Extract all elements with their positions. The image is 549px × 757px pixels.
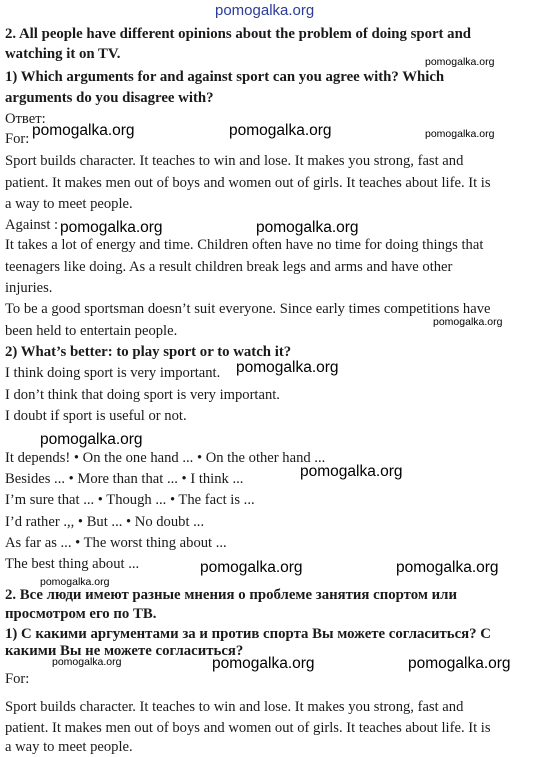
watermark: pomogalka.org bbox=[425, 56, 495, 68]
watermark: pomogalka.org bbox=[396, 559, 499, 576]
watermark: pomogalka.org bbox=[256, 219, 359, 236]
watermark: pomogalka.org bbox=[433, 316, 503, 328]
watermark: pomogalka.org bbox=[408, 655, 511, 672]
text-line: I think doing sport is very important. bbox=[5, 365, 221, 381]
watermark: pomogalka.org bbox=[40, 576, 110, 588]
text-line: patient. It makes men out of boys and women out of girls. It teaches about life. It is bbox=[5, 720, 491, 736]
question-heading-ru: какими Вы не можете согласиться? bbox=[5, 643, 244, 659]
text-line: I’d rather .,, • But ... • No doubt ... bbox=[5, 514, 205, 530]
question-heading: 2) What’s better: to play sport or to watch it? bbox=[5, 344, 292, 360]
text-line: I’m sure that ... • Though ... • The fact is ... bbox=[5, 492, 255, 508]
question-heading-ru: 1) С какими аргументами за и против спорта Вы можете согласиться? С bbox=[5, 626, 491, 642]
text-line: teenagers like doing. As a result children break legs and arms and have other bbox=[5, 259, 453, 275]
task-heading: watching it on TV. bbox=[5, 46, 121, 62]
text-line: Besides ... • More than that ... • I think ... bbox=[5, 471, 244, 487]
task-heading: 2. All people have different opinions about the problem of doing sport and bbox=[5, 26, 472, 42]
for-label: For: bbox=[5, 671, 30, 687]
watermark: pomogalka.org bbox=[32, 122, 135, 139]
task-heading-ru: просмотром его по ТВ. bbox=[5, 606, 157, 622]
watermark: pomogalka.org bbox=[229, 122, 332, 139]
text-line: Sport builds character. It teaches to win and lose. It makes you strong, fast and bbox=[5, 153, 464, 169]
text-line: The best thing about ... bbox=[5, 556, 140, 572]
watermark: pomogalka.org bbox=[236, 359, 339, 376]
watermark: pomogalka.org bbox=[200, 559, 303, 576]
text-line: It takes a lot of energy and time. Children often have no time for doing things that bbox=[5, 237, 484, 253]
watermark: pomogalka.org bbox=[212, 655, 315, 672]
text-line: To be a good sportsman doesn’t suit everyone. Since early times competitions have bbox=[5, 301, 491, 317]
question-heading: arguments do you disagree with? bbox=[5, 90, 214, 106]
watermark: pomogalka.org bbox=[425, 128, 495, 140]
against-label: Against : bbox=[5, 217, 59, 233]
text-line: patient. It makes men out of boys and women out of girls. It teaches about life. It is bbox=[5, 175, 491, 191]
text-line: injuries. bbox=[5, 280, 53, 296]
watermark: pomogalka.org bbox=[52, 656, 122, 668]
watermark: pomogalka.org bbox=[40, 431, 143, 448]
text-line: As far as ... • The worst thing about ... bbox=[5, 535, 227, 551]
text-line: a way to meet people. bbox=[5, 739, 133, 755]
text-line: been held to entertain people. bbox=[5, 323, 178, 339]
watermark: pomogalka.org bbox=[60, 219, 163, 236]
text-line: I doubt if sport is useful or not. bbox=[5, 408, 187, 424]
question-heading: 1) Which arguments for and against sport can you agree with? Which bbox=[5, 69, 445, 85]
text-line: It depends! • On the one hand ... • On the other hand ... bbox=[5, 450, 326, 466]
text-line: I don’t think that doing sport is very important. bbox=[5, 387, 280, 403]
text-line: Sport builds character. It teaches to win and lose. It makes you strong, fast and bbox=[5, 699, 464, 715]
answer-label: Ответ: bbox=[5, 111, 46, 127]
watermark: pomogalka.org bbox=[215, 2, 315, 19]
watermark: pomogalka.org bbox=[300, 463, 403, 480]
task-heading-ru: 2. Все люди имеют разные мнения о проблеме занятия спортом или bbox=[5, 587, 457, 603]
text-line: a way to meet people. bbox=[5, 196, 133, 212]
for-label: For: bbox=[5, 131, 30, 147]
